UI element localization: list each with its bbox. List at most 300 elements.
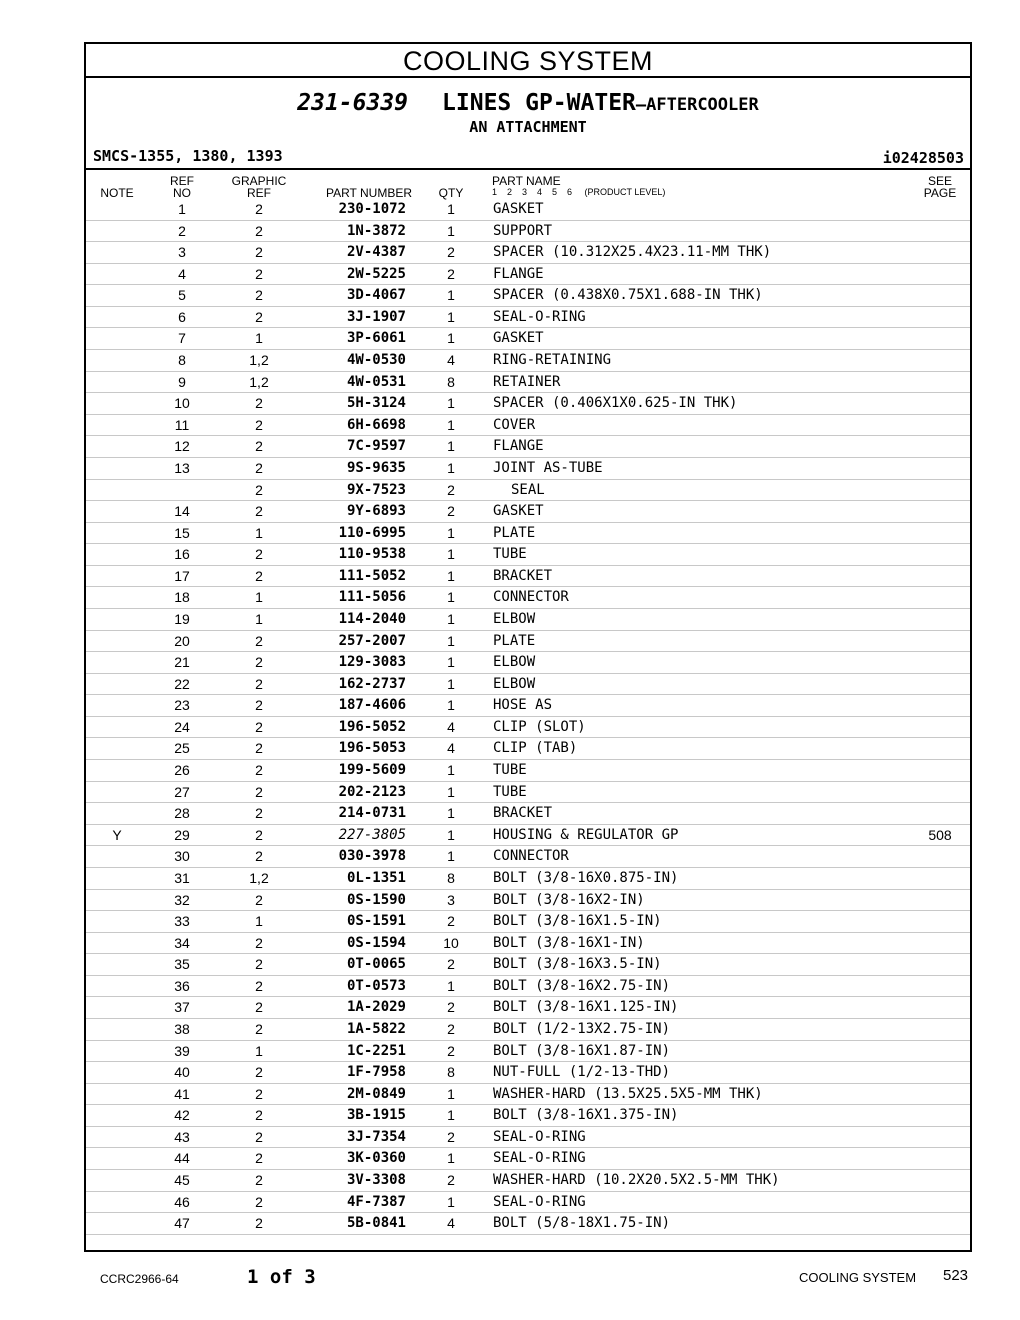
graphic-ref-cell: 2: [255, 762, 263, 779]
part-number-cell: 129-3083: [338, 654, 406, 671]
qty-cell: 1: [447, 654, 455, 671]
graphic-ref-cell: 2: [255, 675, 263, 692]
part-number-cell: 199-5609: [338, 762, 406, 779]
graphic-ref-cell: 2: [255, 222, 263, 239]
part-number-cell: 162-2737: [338, 675, 406, 692]
ref-no-cell: 44: [174, 1150, 190, 1167]
ref-no-cell: 7: [178, 330, 186, 347]
part-name-cell: SUPPORT: [493, 222, 553, 239]
qty-cell: 1: [447, 762, 455, 779]
part-name-cell: TUBE: [493, 762, 527, 779]
column-header-qty: QTY: [438, 186, 464, 200]
graphic-ref-cell: 1,2: [249, 352, 269, 369]
ref-no-cell: 26: [174, 762, 190, 779]
qty-cell: 2: [447, 1172, 455, 1189]
part-number-cell: 3B-1915: [346, 1107, 406, 1124]
part-number-cell: 5H-3124: [346, 395, 406, 412]
ref-no-cell: 25: [174, 740, 190, 757]
part-name-cell: RING-RETAINING: [493, 352, 612, 369]
part-name-cell: SEAL-O-RING: [493, 1193, 586, 1210]
ref-no-cell: 12: [174, 438, 190, 455]
part-name-cell: ELBOW: [493, 654, 536, 671]
table-row: [86, 846, 970, 868]
qty-cell: 1: [447, 438, 455, 455]
part-number-cell: 5B-0841: [346, 1215, 406, 1232]
column-header-see-top: SEE: [927, 174, 952, 188]
ref-no-cell: 29: [174, 826, 190, 843]
graphic-ref-cell: 1,2: [249, 373, 269, 390]
part-name-cell: SPACER (0.438X0.75X1.688-IN THK): [493, 287, 763, 304]
table-row: [86, 1148, 970, 1170]
graphic-ref-cell: 2: [255, 1215, 263, 1232]
graphic-ref-cell: 2: [255, 697, 263, 714]
table-row: [86, 566, 970, 588]
part-number-cell: 2M-0849: [346, 1085, 406, 1102]
section-title: COOLING SYSTEM: [86, 44, 970, 78]
qty-cell: 8: [447, 869, 455, 886]
qty-cell: 3: [447, 891, 455, 908]
smcs-codes: SMCS-1355, 1380, 1393: [93, 147, 283, 165]
part-name-cell: TUBE: [493, 783, 527, 800]
graphic-ref-cell: 2: [255, 1107, 263, 1124]
part-number-cell: 2W-5225: [346, 265, 406, 282]
part-number-cell: 214-0731: [338, 805, 406, 822]
qty-cell: 1: [447, 287, 455, 304]
table-row: [86, 415, 970, 437]
ref-no-cell: 47: [174, 1215, 190, 1232]
part-name-cell: SEAL-O-RING: [493, 308, 586, 325]
part-name-cell: SPACER (10.312X25.4X23.11-MM THK): [493, 244, 772, 261]
qty-cell: 1: [447, 1107, 455, 1124]
part-name-cell: BOLT (5/8-18X1.75-IN): [493, 1215, 671, 1232]
qty-cell: 8: [447, 373, 455, 390]
column-header-ref-bottom: NO: [173, 186, 191, 200]
graphic-ref-cell: 2: [255, 201, 263, 217]
qty-cell: 2: [447, 999, 455, 1016]
part-number-cell: 9Y-6893: [346, 503, 406, 520]
part-name-cell: FLANGE: [493, 438, 544, 455]
graphic-ref-cell: 2: [255, 783, 263, 800]
table-row: [86, 997, 970, 1019]
graphic-ref-cell: 2: [255, 1150, 263, 1167]
parts-table-body: [86, 199, 970, 1235]
qty-cell: 2: [447, 1042, 455, 1059]
table-row: [86, 372, 970, 394]
ref-no-cell: 37: [174, 999, 190, 1016]
ref-no-cell: 19: [174, 610, 190, 627]
column-header-see-bottom: PAGE: [923, 186, 957, 200]
part-name-cell: BOLT (3/8-16X2-IN): [493, 891, 645, 908]
qty-cell: 1: [447, 805, 455, 822]
table-row: [86, 609, 970, 631]
part-name-cell: PLATE: [493, 524, 536, 541]
qty-cell: 1: [447, 1085, 455, 1102]
illustration-id: i02428503: [882, 149, 964, 167]
footer-section-title: COOLING SYSTEM: [799, 1270, 917, 1285]
part-number-cell: 4W-0531: [346, 373, 406, 390]
part-name-cell: GASKET: [493, 503, 544, 520]
ref-no-cell: 17: [174, 567, 190, 584]
table-row: [86, 393, 970, 415]
part-name-cell: BOLT (3/8-16X1.125-IN): [493, 999, 679, 1016]
table-row: [86, 199, 970, 221]
table-row: [86, 782, 970, 804]
graphic-ref-cell: 2: [255, 459, 263, 476]
graphic-ref-cell: 1: [255, 330, 263, 347]
table-row: [86, 480, 970, 502]
part-name-cell: NUT-FULL (1/2-13-THD): [493, 1064, 671, 1081]
table-row: [86, 350, 970, 372]
part-number-cell: 187-4606: [338, 697, 406, 714]
part-name-cell: BRACKET: [493, 567, 553, 584]
part-name-cell: BOLT (3/8-16X3.5-IN): [493, 956, 662, 973]
parts-list-frame: [84, 42, 972, 1252]
table-row: [86, 933, 970, 955]
column-header-ref-top: REF: [170, 174, 194, 188]
part-name-cell: GASKET: [493, 330, 544, 347]
graphic-ref-cell: 1: [255, 610, 263, 627]
part-number-cell: 4F-7387: [346, 1193, 406, 1210]
qty-cell: 2: [447, 1128, 455, 1145]
qty-cell: 1: [447, 610, 455, 627]
part-name-cell: PLATE: [493, 632, 536, 649]
ref-no-cell: 2: [178, 222, 186, 239]
product-levels: 1 2 3 4 5 6 (PRODUCT LEVEL): [492, 187, 666, 197]
part-number-cell: 7C-9597: [346, 438, 406, 455]
qty-cell: 1: [447, 416, 455, 433]
part-number-cell: 111-5056: [338, 589, 406, 606]
ref-no-cell: 21: [174, 654, 190, 671]
qty-cell: 1: [447, 201, 455, 217]
part-number-cell: 227-3805: [338, 826, 406, 843]
qty-cell: 1: [447, 783, 455, 800]
table-row: [86, 717, 970, 739]
qty-cell: 2: [447, 956, 455, 973]
part-name-cell: BOLT (3/8-16X2.75-IN): [493, 977, 671, 994]
part-name-cell: SEAL-O-RING: [493, 1128, 586, 1145]
part-number-cell: 230-1072: [338, 201, 406, 217]
part-number-cell: 3P-6061: [346, 330, 406, 347]
note-cell: Y: [112, 826, 122, 843]
qty-cell: 1: [447, 675, 455, 692]
part-name-cell: ELBOW: [493, 675, 536, 692]
ref-no-cell: 20: [174, 632, 190, 649]
column-header-graphic-bottom: REF: [247, 186, 271, 200]
table-row: [86, 501, 970, 523]
part-number-cell: 3V-3308: [346, 1172, 406, 1189]
part-number-cell: 196-5053: [338, 740, 406, 757]
part-number-cell: 1C-2251: [346, 1042, 406, 1059]
table-row: [86, 1019, 970, 1041]
table-row: [86, 242, 970, 264]
part-number-cell: 114-2040: [338, 610, 406, 627]
part-number-cell: 0T-0573: [346, 977, 406, 994]
ref-no-cell: 11: [174, 416, 190, 433]
graphic-ref-cell: 2: [255, 891, 263, 908]
graphic-ref-cell: 2: [255, 416, 263, 433]
part-number-cell: 3J-7354: [346, 1128, 406, 1145]
graphic-ref-cell: 2: [255, 1172, 263, 1189]
part-name-cell: BOLT (3/8-16X1-IN): [493, 934, 645, 951]
ref-no-cell: 24: [174, 718, 190, 735]
part-name-cell: SPACER (0.406X1X0.625-IN THK): [493, 395, 738, 412]
ref-no-cell: 18: [174, 589, 190, 606]
part-name-cell: BOLT (3/8-16X1.87-IN): [493, 1042, 671, 1059]
part-name-cell: BOLT (3/8-16X1.375-IN): [493, 1107, 679, 1124]
part-number-cell: 4W-0530: [346, 352, 406, 369]
table-row: [86, 1213, 970, 1235]
ref-no-cell: 8: [178, 352, 186, 369]
graphic-ref-cell: 1: [255, 1042, 263, 1059]
ref-no-cell: 4: [178, 265, 186, 282]
part-number-cell: 1A-5822: [346, 1020, 406, 1037]
part-number-cell: 110-6995: [338, 524, 406, 541]
part-number-cell: 0S-1591: [346, 913, 406, 930]
ref-no-cell: 32: [174, 891, 190, 908]
part-name-cell: CLIP (SLOT): [493, 718, 586, 735]
qty-cell: 1: [447, 546, 455, 563]
graphic-ref-cell: 2: [255, 244, 263, 261]
ref-no-cell: 22: [174, 675, 190, 692]
table-row: [86, 1127, 970, 1149]
qty-cell: 1: [447, 330, 455, 347]
qty-cell: 2: [447, 481, 455, 498]
qty-cell: 1: [447, 589, 455, 606]
part-name-cell: GASKET: [493, 201, 544, 217]
part-number-cell: 111-5052: [338, 567, 406, 584]
qty-cell: 1: [447, 567, 455, 584]
part-number-cell: 196-5052: [338, 718, 406, 735]
part-number-cell: 110-9538: [338, 546, 406, 563]
ref-no-cell: 6: [178, 308, 186, 325]
see-page-cell: 508: [928, 826, 952, 843]
part-name-cell: SEAL: [511, 481, 545, 498]
document-code: CCRC2966-64: [100, 1272, 179, 1286]
graphic-ref-cell: 2: [255, 503, 263, 520]
graphic-ref-cell: 2: [255, 805, 263, 822]
graphic-ref-cell: 1: [255, 524, 263, 541]
ref-no-cell: 10: [174, 395, 190, 412]
ref-no-cell: 33: [174, 913, 190, 930]
ref-no-cell: 45: [174, 1172, 190, 1189]
graphic-ref-cell: 2: [255, 481, 263, 498]
qty-cell: 2: [447, 913, 455, 930]
ref-no-cell: 38: [174, 1020, 190, 1037]
part-name-cell: WASHER-HARD (13.5X25.5X5-MM THK): [493, 1085, 763, 1102]
qty-cell: 4: [447, 718, 455, 735]
part-number-cell: 257-2007: [338, 632, 406, 649]
graphic-ref-cell: 2: [255, 265, 263, 282]
qty-cell: 1: [447, 697, 455, 714]
page-number: 523: [943, 1267, 969, 1284]
graphic-ref-cell: 2: [255, 1020, 263, 1037]
table-row: [86, 1170, 970, 1192]
qty-cell: 4: [447, 352, 455, 369]
part-name-cell: TUBE: [493, 546, 527, 563]
graphic-ref-cell: 2: [255, 632, 263, 649]
ref-no-cell: 36: [174, 977, 190, 994]
ref-no-cell: 40: [174, 1064, 190, 1081]
graphic-ref-cell: 1,2: [249, 869, 269, 886]
table-row: [86, 652, 970, 674]
table-row: [86, 1062, 970, 1084]
table-row: [86, 285, 970, 307]
column-header-note: NOTE: [100, 186, 134, 200]
part-number-cell: 1A-2029: [346, 999, 406, 1016]
table-row: [86, 264, 970, 286]
column-header-part-name: PART NAME: [492, 174, 561, 188]
ref-no-cell: 27: [174, 783, 190, 800]
qty-cell: 4: [447, 1215, 455, 1232]
graphic-ref-cell: 2: [255, 1193, 263, 1210]
graphic-ref-cell: 2: [255, 956, 263, 973]
ref-no-cell: 39: [174, 1042, 190, 1059]
qty-cell: 1: [447, 395, 455, 412]
part-number-cell: 3J-1907: [346, 308, 406, 325]
graphic-ref-cell: 2: [255, 1064, 263, 1081]
part-name-cell: CONNECTOR: [493, 589, 569, 606]
ref-no-cell: 23: [174, 697, 190, 714]
qty-cell: 1: [447, 308, 455, 325]
part-name-cell: CONNECTOR: [493, 848, 569, 865]
table-row: [86, 911, 970, 933]
part-name-cell: FLANGE: [493, 265, 544, 282]
table-row: [86, 328, 970, 350]
graphic-ref-cell: 1: [255, 589, 263, 606]
part-number-cell: 9S-9635: [346, 459, 406, 476]
part-name-cell: BRACKET: [493, 805, 553, 822]
graphic-ref-cell: 2: [255, 654, 263, 671]
group-name-sub: —AFTERCOOLER: [635, 95, 759, 115]
qty-cell: 8: [447, 1064, 455, 1081]
part-number-cell: 3D-4067: [346, 287, 406, 304]
part-number-cell: 2V-4387: [346, 244, 406, 261]
ref-no-cell: 1: [178, 201, 186, 217]
qty-cell: 1: [447, 826, 455, 843]
ref-no-cell: 15: [174, 524, 190, 541]
ref-no-cell: 34: [174, 934, 190, 951]
part-name-cell: BOLT (1/2-13X2.75-IN): [493, 1020, 671, 1037]
graphic-ref-cell: 2: [255, 287, 263, 304]
part-name-cell: COVER: [493, 416, 536, 433]
ref-no-cell: 30: [174, 848, 190, 865]
ref-no-cell: 46: [174, 1193, 190, 1210]
ref-no-cell: 14: [174, 503, 190, 520]
part-name-cell: RETAINER: [493, 373, 561, 390]
ref-no-cell: 31: [174, 869, 190, 886]
part-name-cell: WASHER-HARD (10.2X20.5X2.5-MM THK): [493, 1172, 780, 1189]
ref-no-cell: 41: [174, 1085, 190, 1102]
graphic-ref-cell: 2: [255, 740, 263, 757]
ref-no-cell: 9: [178, 373, 186, 390]
part-name-cell: JOINT AS-TUBE: [493, 459, 603, 476]
ref-no-cell: 42: [174, 1107, 190, 1124]
qty-cell: 1: [447, 632, 455, 649]
graphic-ref-cell: 2: [255, 438, 263, 455]
table-row: [86, 523, 970, 545]
graphic-ref-cell: 2: [255, 1085, 263, 1102]
attachment-label: AN ATTACHMENT: [469, 118, 587, 136]
graphic-ref-cell: 2: [255, 718, 263, 735]
graphic-ref-cell: 2: [255, 1128, 263, 1145]
graphic-ref-cell: 1: [255, 913, 263, 930]
graphic-ref-cell: 2: [255, 567, 263, 584]
graphic-ref-cell: 2: [255, 848, 263, 865]
table-row: [86, 1192, 970, 1214]
qty-cell: 1: [447, 848, 455, 865]
qty-cell: 1: [447, 524, 455, 541]
header-divider: [86, 168, 970, 170]
graphic-ref-cell: 2: [255, 934, 263, 951]
ref-no-cell: 43: [174, 1128, 190, 1145]
qty-cell: 2: [447, 244, 455, 261]
table-row: [86, 825, 970, 847]
table-row: [86, 868, 970, 890]
ref-no-cell: 3: [178, 244, 186, 261]
graphic-ref-cell: 2: [255, 308, 263, 325]
table-row: [86, 221, 970, 243]
table-row: [86, 436, 970, 458]
column-header-graphic-top: GRAPHIC: [231, 174, 287, 188]
group-title: [86, 90, 970, 116]
part-name-cell: BOLT (3/8-16X1.5-IN): [493, 913, 662, 930]
graphic-ref-cell: 2: [255, 395, 263, 412]
table-row: [86, 954, 970, 976]
qty-cell: 10: [443, 934, 459, 951]
part-name-cell: BOLT (3/8-16X0.875-IN): [493, 869, 679, 886]
table-row: [86, 587, 970, 609]
table-row: [86, 544, 970, 566]
table-row: [86, 307, 970, 329]
table-row: [86, 1105, 970, 1127]
part-number-cell: 202-2123: [338, 783, 406, 800]
ref-no-cell: 28: [174, 805, 190, 822]
part-number-cell: 0S-1590: [346, 891, 406, 908]
part-name-cell: CLIP (TAB): [493, 740, 578, 757]
part-number-cell: 0S-1594: [346, 934, 406, 951]
group-name: LINES GP-WATER: [442, 90, 636, 116]
qty-cell: 2: [447, 1020, 455, 1037]
group-number: 231-6339: [297, 90, 409, 116]
part-number-cell: 1N-3872: [346, 222, 406, 239]
qty-cell: 1: [447, 1193, 455, 1210]
qty-cell: 1: [447, 222, 455, 239]
table-row: [86, 803, 970, 825]
graphic-ref-cell: 2: [255, 546, 263, 563]
table-row: [86, 631, 970, 653]
qty-cell: 1: [447, 977, 455, 994]
graphic-ref-cell: 2: [255, 999, 263, 1016]
page-of-label: 1 of 3: [247, 1266, 316, 1288]
part-number-cell: 030-3978: [338, 848, 406, 865]
part-number-cell: 3K-0360: [346, 1150, 406, 1167]
part-name-cell: HOSE AS: [493, 697, 553, 714]
ref-no-cell: 16: [174, 546, 190, 563]
part-number-cell: 9X-7523: [346, 481, 406, 498]
part-number-cell: 0L-1351: [346, 869, 406, 886]
qty-cell: 1: [447, 1150, 455, 1167]
table-row: [86, 674, 970, 696]
table-row: [86, 458, 970, 480]
column-header-part-number: PART NUMBER: [325, 186, 412, 200]
table-row: [86, 760, 970, 782]
part-number-cell: 6H-6698: [346, 416, 406, 433]
qty-cell: 2: [447, 265, 455, 282]
qty-cell: 4: [447, 740, 455, 757]
ref-no-cell: 13: [174, 459, 190, 476]
part-name-cell: ELBOW: [493, 610, 536, 627]
qty-cell: 2: [447, 503, 455, 520]
